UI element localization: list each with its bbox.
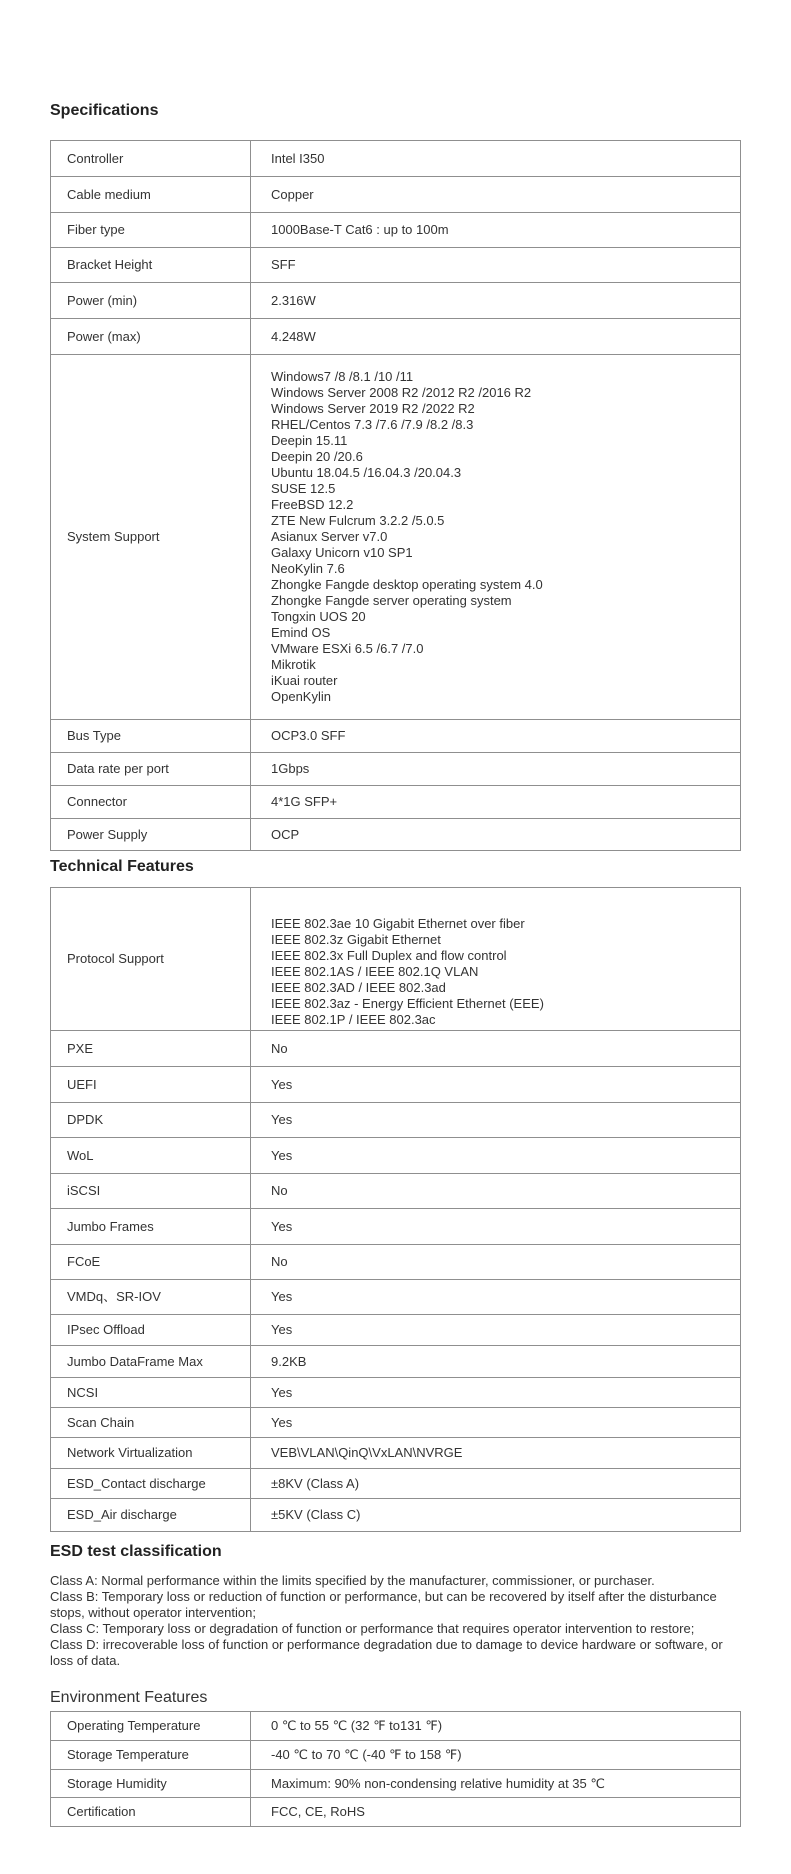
table-row bbox=[51, 1741, 741, 1770]
table-row bbox=[51, 1469, 741, 1499]
table-row bbox=[51, 1103, 741, 1138]
spec-label: Controller bbox=[51, 141, 251, 177]
table-row bbox=[51, 1712, 741, 1741]
specifications-table bbox=[50, 140, 741, 851]
table-row bbox=[51, 1138, 741, 1174]
spec-label: System Support bbox=[51, 355, 251, 720]
feature-label: Jumbo DataFrame Max bbox=[51, 1346, 251, 1378]
table-row bbox=[51, 1174, 741, 1209]
spec-value: OCP3.0 SFF bbox=[251, 720, 741, 753]
environment-label: Operating Temperature bbox=[51, 1712, 251, 1741]
environment-features-table bbox=[50, 1711, 741, 1827]
spec-value: Intel I350 bbox=[251, 141, 741, 177]
environment-value: Maximum: 90% non-condensing relative humidity at 35 ℃ bbox=[251, 1770, 741, 1798]
feature-value: Yes bbox=[251, 1315, 741, 1346]
specifications-heading: Specifications bbox=[50, 102, 159, 119]
environment-label: Storage Temperature bbox=[51, 1741, 251, 1770]
feature-value: ±5KV (Class C) bbox=[251, 1499, 741, 1532]
feature-label: UEFI bbox=[51, 1067, 251, 1103]
feature-value: VEB\VLAN\QinQ\VxLAN\NVRGE bbox=[251, 1438, 741, 1469]
feature-value: Yes bbox=[251, 1103, 741, 1138]
table-row bbox=[51, 248, 741, 283]
feature-value: 9.2KB bbox=[251, 1346, 741, 1378]
table-row bbox=[51, 319, 741, 355]
table-row bbox=[51, 1798, 741, 1827]
feature-value: No bbox=[251, 1174, 741, 1209]
environment-value: 0 ℃ to 55 ℃ (32 ℉ to131 ℉) bbox=[251, 1712, 741, 1741]
feature-label: FCoE bbox=[51, 1245, 251, 1280]
table-row bbox=[51, 1031, 741, 1067]
spec-value: Copper bbox=[251, 177, 741, 213]
table-row bbox=[51, 1067, 741, 1103]
spec-value: SFF bbox=[251, 248, 741, 283]
esd-classification-text bbox=[50, 1573, 740, 1669]
feature-value: No bbox=[251, 1031, 741, 1067]
technical-features-table bbox=[50, 887, 741, 1532]
system-support-list: Windows7 /8 /8.1 /10 /11 Windows Server 2008 R2 /2012 R2 /2016 R2 Windows Server 2019 R2 /2022 R2 RHEL/Centos 7.3 /7.6 /7.9 /8.2 /8.3 Deepin 15.11 Deepin 20 /20.6 Ubuntu 18.04.5 /16.04.3 /20.04.3 SUSE 12.5 FreeBSD 12.2 ZTE New Fulcrum 3.2.2 /5.0.5 Asianux Server v7.0 Galaxy Unicorn v10 SP1 NeoKylin 7.6 Zhongke Fangde desktop operating system 4.0 Zhongke Fangde server operating system Tongxin UOS 20 Emind OS VMware ESXi 6.5 /6.7 /7.0 Mikrotik iKuai router OpenKylin bbox=[251, 355, 741, 720]
table-row bbox=[51, 213, 741, 248]
spec-label: Bus Type bbox=[51, 720, 251, 753]
feature-value: Yes bbox=[251, 1408, 741, 1438]
table-row bbox=[51, 283, 741, 319]
feature-label: WoL bbox=[51, 1138, 251, 1174]
spec-label: Fiber type bbox=[51, 213, 251, 248]
esd-class-a: Class A: Normal performance within the limits specified by the manufacturer, commissioner, or purchaser. bbox=[50, 1573, 655, 1588]
spec-value: 1Gbps bbox=[251, 753, 741, 786]
feature-label: IPsec Offload bbox=[51, 1315, 251, 1346]
table-row bbox=[51, 355, 741, 720]
spec-label: Power Supply bbox=[51, 819, 251, 851]
spec-label: Data rate per port bbox=[51, 753, 251, 786]
table-row bbox=[51, 819, 741, 851]
esd-class-d: Class D: irrecoverable loss of function or performance degradation due to damage to device hardware or software, or loss of data. bbox=[50, 1637, 723, 1668]
protocol-support-list: IEEE 802.3ae 10 Gigabit Ethernet over fiber IEEE 802.3z Gigabit Ethernet IEEE 802.3x Full Duplex and flow control IEEE 802.1AS / IEEE 802.1Q VLAN IEEE 802.3AD / IEEE 802.3ad IEEE 802.3az - Energy Efficient Ethernet (EEE) IEEE 802.1P / IEEE 802.3ac bbox=[251, 888, 741, 1031]
spec-value: 4*1G SFP+ bbox=[251, 786, 741, 819]
environment-label: Storage Humidity bbox=[51, 1770, 251, 1798]
environment-value: FCC, CE, RoHS bbox=[251, 1798, 741, 1827]
feature-label: VMDq、SR-IOV bbox=[51, 1280, 251, 1315]
feature-label: iSCSI bbox=[51, 1174, 251, 1209]
table-row bbox=[51, 177, 741, 213]
table-row bbox=[51, 1438, 741, 1469]
spec-value: OCP bbox=[251, 819, 741, 851]
esd-classification-heading: ESD test classification bbox=[50, 1543, 222, 1560]
environment-label: Certification bbox=[51, 1798, 251, 1827]
table-row bbox=[51, 888, 741, 1031]
feature-value: Yes bbox=[251, 1209, 741, 1245]
table-row bbox=[51, 786, 741, 819]
environment-features-heading: Environment Features bbox=[50, 1689, 208, 1706]
esd-class-b: Class B: Temporary loss or reduction of function or performance, but can be recovered by itself after the disturbance stops, without operator intervention; bbox=[50, 1589, 717, 1620]
table-row bbox=[51, 1378, 741, 1408]
spec-label: Power (min) bbox=[51, 283, 251, 319]
spec-label: Bracket Height bbox=[51, 248, 251, 283]
table-row bbox=[51, 1408, 741, 1438]
spec-value: 4.248W bbox=[251, 319, 741, 355]
feature-label: NCSI bbox=[51, 1378, 251, 1408]
feature-label: ESD_Air discharge bbox=[51, 1499, 251, 1532]
feature-label: DPDK bbox=[51, 1103, 251, 1138]
technical-features-heading: Technical Features bbox=[50, 858, 194, 875]
feature-label: Jumbo Frames bbox=[51, 1209, 251, 1245]
feature-label: Scan Chain bbox=[51, 1408, 251, 1438]
table-row bbox=[51, 720, 741, 753]
esd-class-c: Class C: Temporary loss or degradation of function or performance that requires operator intervention to restore; bbox=[50, 1621, 695, 1636]
table-row bbox=[51, 1315, 741, 1346]
feature-label: Protocol Support bbox=[51, 888, 251, 1031]
table-row bbox=[51, 1499, 741, 1532]
feature-label: PXE bbox=[51, 1031, 251, 1067]
feature-value: Yes bbox=[251, 1280, 741, 1315]
table-row bbox=[51, 1209, 741, 1245]
table-row bbox=[51, 1770, 741, 1798]
table-row bbox=[51, 1245, 741, 1280]
table-row bbox=[51, 1346, 741, 1378]
spec-value: 2.316W bbox=[251, 283, 741, 319]
feature-value: Yes bbox=[251, 1138, 741, 1174]
table-row bbox=[51, 141, 741, 177]
feature-value: ±8KV (Class A) bbox=[251, 1469, 741, 1499]
spec-label: Cable medium bbox=[51, 177, 251, 213]
spec-label: Power (max) bbox=[51, 319, 251, 355]
feature-label: ESD_Contact discharge bbox=[51, 1469, 251, 1499]
feature-value: Yes bbox=[251, 1067, 741, 1103]
feature-value: Yes bbox=[251, 1378, 741, 1408]
spec-value: 1000Base-T Cat6 : up to 100m bbox=[251, 213, 741, 248]
feature-label: Network Virtualization bbox=[51, 1438, 251, 1469]
table-row bbox=[51, 753, 741, 786]
spec-label: Connector bbox=[51, 786, 251, 819]
table-row bbox=[51, 1280, 741, 1315]
environment-value: -40 ℃ to 70 ℃ (-40 ℉ to 158 ℉) bbox=[251, 1741, 741, 1770]
feature-value: No bbox=[251, 1245, 741, 1280]
